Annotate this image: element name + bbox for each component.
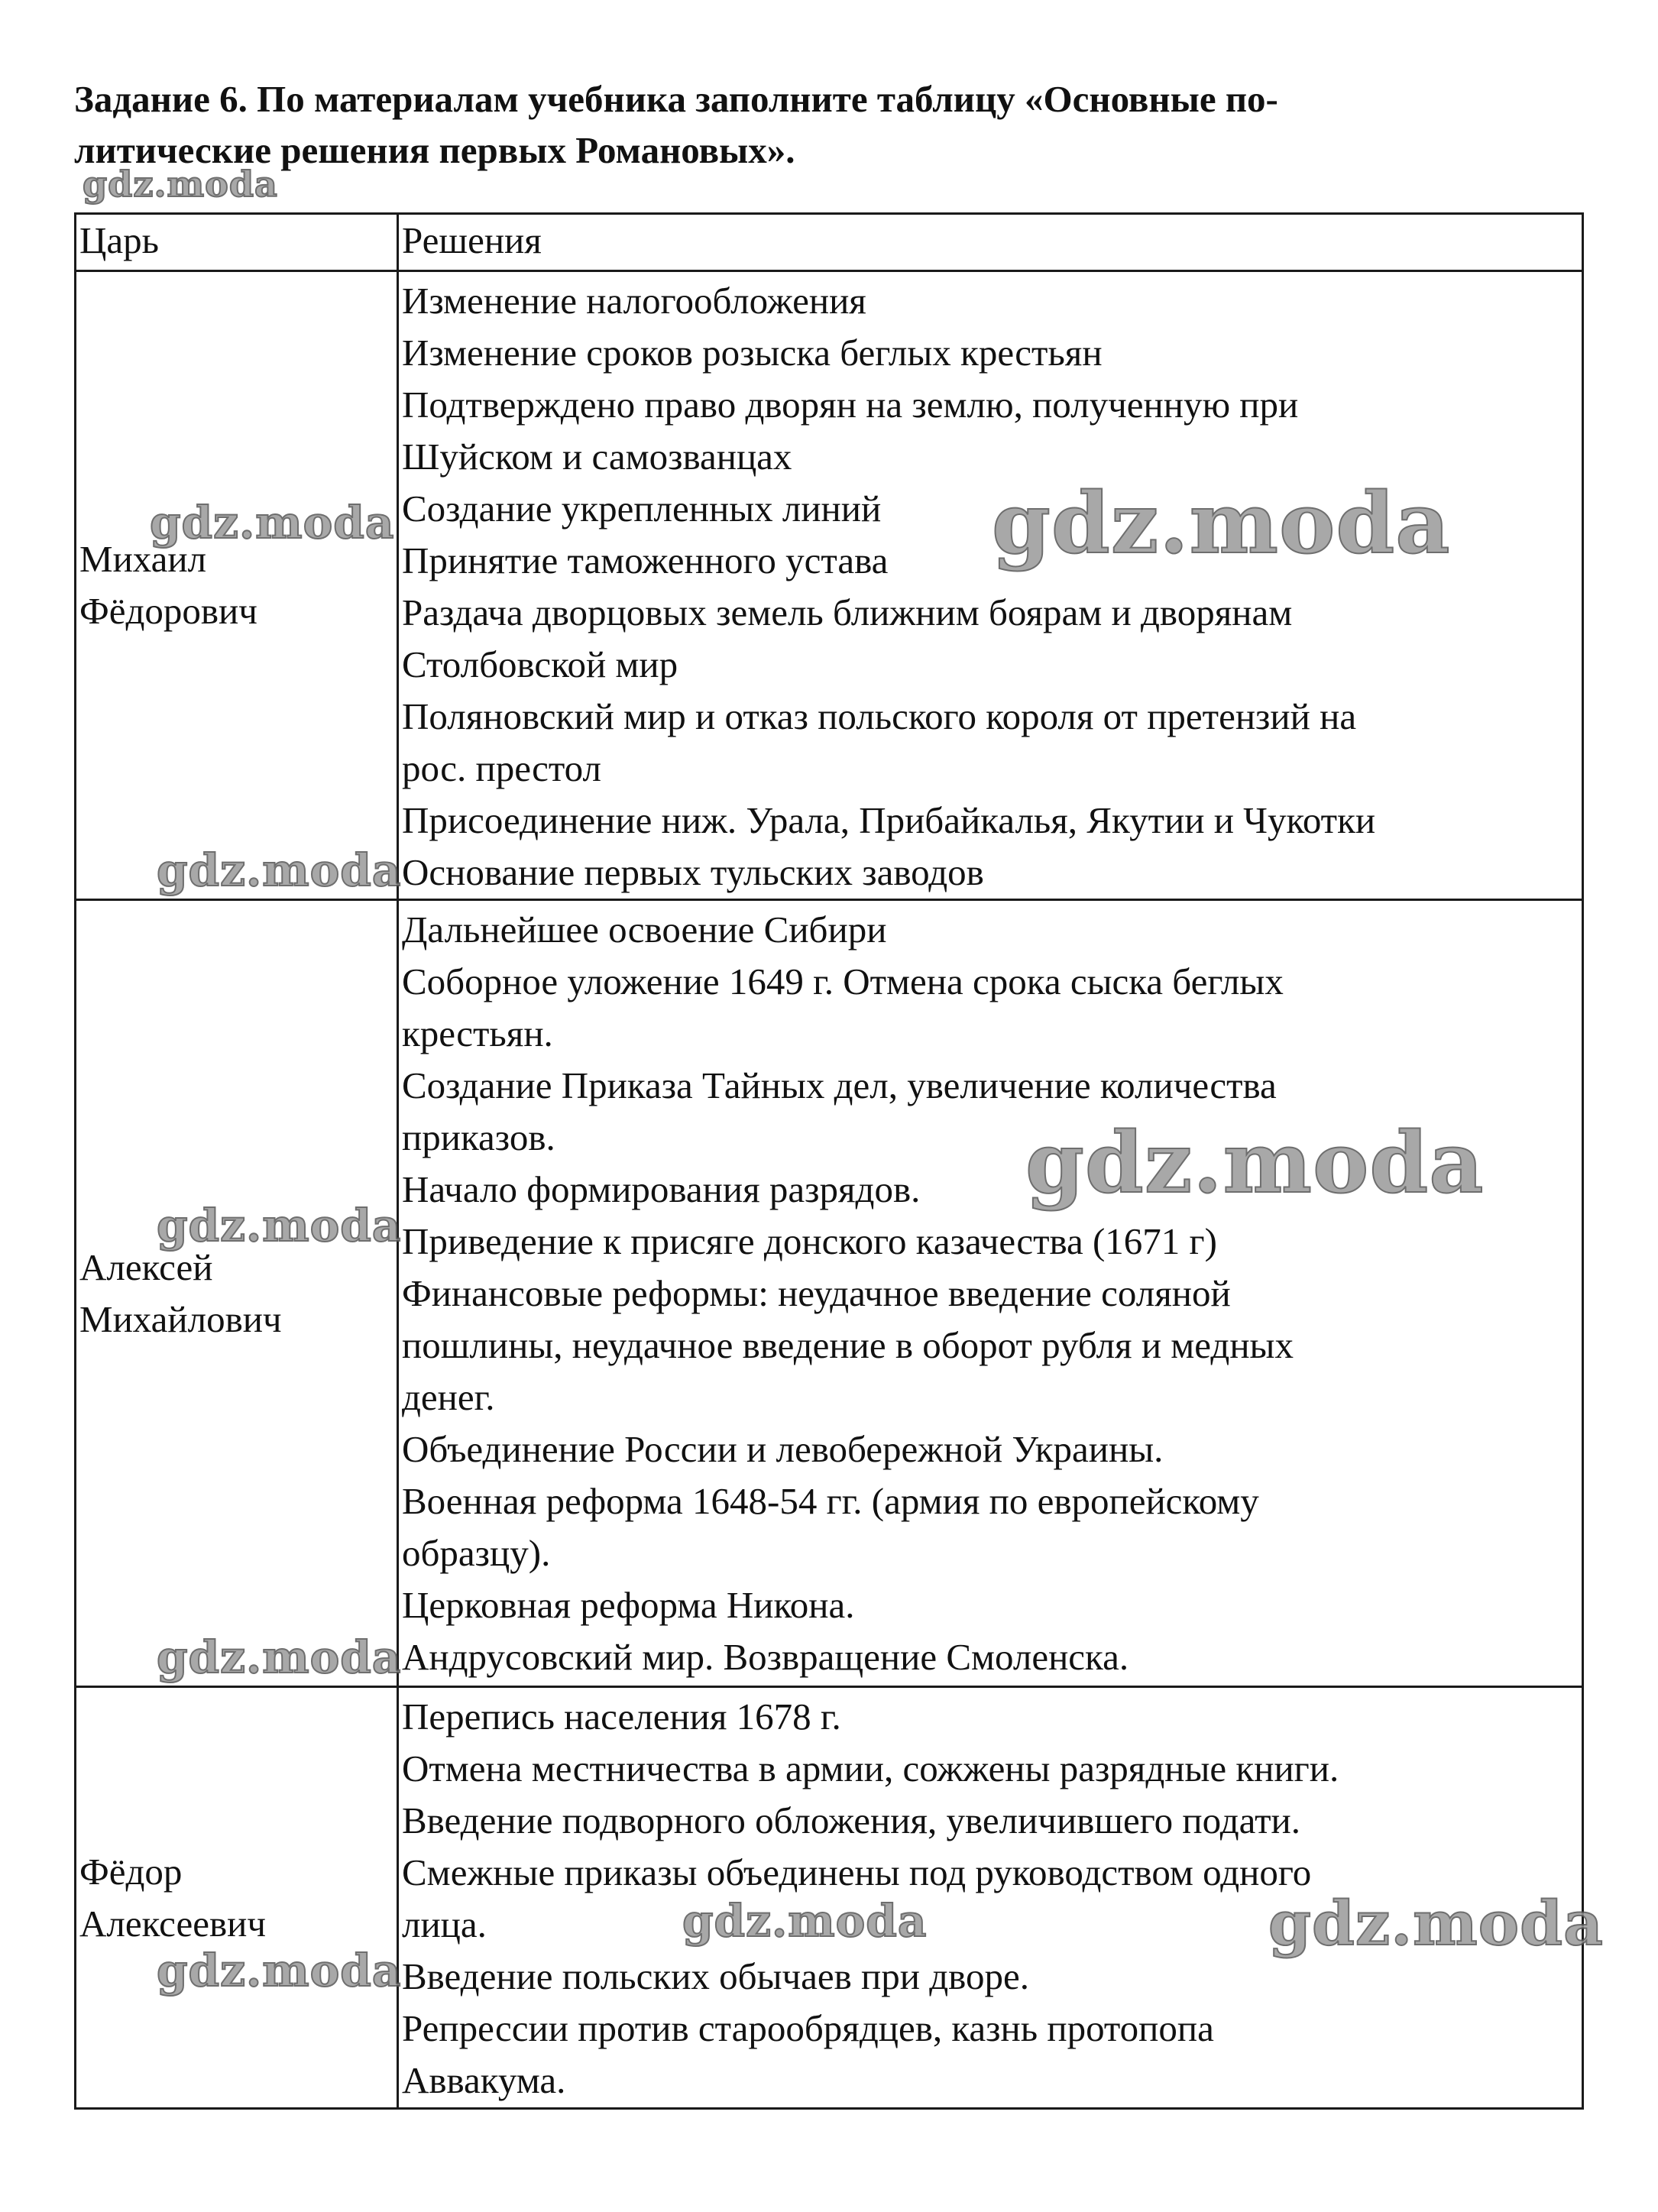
decision-line: Начало формирования разрядов. — [402, 1168, 921, 1210]
header-tsar: Царь — [76, 214, 398, 271]
header-decisions: Решения — [398, 214, 1583, 271]
tsar-name: Михаил Фёдорович — [79, 538, 257, 632]
decision-line: приказов. — [402, 1116, 555, 1158]
table-header-row — [76, 214, 1583, 271]
decision-line: Поляновский мир и отказ польского короля от претензий на — [402, 695, 1357, 737]
decision-line: Изменение сроков розыска беглых крестьян — [402, 332, 1103, 374]
decision-line: лица. — [402, 1903, 487, 1945]
watermark-logo: gdz.moda — [83, 164, 278, 205]
tsar-cell — [76, 900, 398, 1687]
watermark-logo: gdz.moda — [157, 1945, 402, 1997]
watermark-logo: gdz.moda — [1268, 1887, 1604, 1959]
tsar-name: Фёдор Алексеевич — [79, 1850, 267, 1945]
decision-line: Аввакума. — [402, 2059, 566, 2101]
table-row — [76, 900, 1583, 1687]
decision-line: крестьян. — [402, 1012, 553, 1054]
decision-line: Перепись населения 1678 г. — [402, 1695, 841, 1738]
decision-line: Шуйском и самозванцах — [402, 436, 792, 478]
decision-line: Дальнейшее освоение Сибири — [402, 908, 887, 951]
decision-line: Введение подворного обложения, увеличившего подати. — [402, 1799, 1301, 1841]
watermark-logo: gdz.moda — [150, 497, 395, 549]
decision-line: Смежные приказы объединены под руководством одного — [402, 1851, 1312, 1893]
watermark-logo: gdz.moda — [682, 1895, 928, 1947]
decision-line: Основание первых тульских заводов — [402, 851, 984, 893]
decision-line: образцу). — [402, 1532, 551, 1574]
task-heading — [74, 73, 1595, 176]
decision-line: денег. — [402, 1376, 495, 1418]
decision-line: Финансовые реформы: неудачное введение соляной — [402, 1272, 1231, 1314]
decision-line: Отмена местничества в армии, сожжены разрядные книги. — [402, 1747, 1339, 1789]
task-heading-text: Задание 6. По материалам учебника заполните таблицу «Основные по- литические решения первых Романовых». — [74, 78, 1278, 171]
decisions-cell — [398, 900, 1583, 1687]
decision-line: Раздача дворцовых земель ближним боярам и дворянам — [402, 591, 1293, 633]
decisions-cell — [398, 271, 1583, 900]
decision-line: Подтверждено право дворян на землю, полученную при — [402, 384, 1299, 426]
decision-line: рос. престол — [402, 747, 601, 789]
decision-line: Объединение России и левобережной Украины. — [402, 1428, 1164, 1470]
decision-line: Церковная реформа Никона. — [402, 1584, 855, 1626]
tsar-cell — [76, 1687, 398, 2109]
decision-line: Создание укрепленных линий — [402, 487, 882, 530]
decision-line: Введение польских обычаев при дворе. — [402, 1955, 1029, 1997]
decision-line: Соборное уложение 1649 г. Отмена срока сыска беглых — [402, 960, 1284, 1002]
decision-line: Военная реформа 1648-54 гг. (армия по европейскому — [402, 1480, 1259, 1522]
tsar-name: Алексей Михайлович — [79, 1245, 282, 1340]
decision-line: Репрессии против старообрядцев, казнь протопопа — [402, 2007, 1214, 2049]
decision-line: пошлины, неудачное введение в оборот рубля и медных — [402, 1324, 1294, 1366]
table-row — [76, 271, 1583, 900]
watermark-logo: gdz.moda — [1025, 1113, 1485, 1212]
decision-line: Присоединение ниж. Урала, Прибайкалья, Якутии и Чукотки — [402, 799, 1376, 841]
watermark-logo: gdz.moda — [157, 1200, 402, 1252]
decision-line: Столбовской мир — [402, 643, 678, 685]
decision-line: Изменение налогообложения — [402, 280, 866, 322]
decision-line: Приведение к присяге донского казачества (1671 г) — [402, 1220, 1217, 1262]
decision-line: Принятие таможенного устава — [402, 539, 889, 581]
watermark-logo: gdz.moda — [157, 1631, 402, 1683]
watermark-logo: gdz.moda — [157, 844, 402, 896]
watermark-logo: gdz.moda — [992, 474, 1451, 572]
decision-line: Андрусовский мир. Возвращение Смоленска. — [402, 1636, 1129, 1678]
tsar-cell — [76, 271, 398, 900]
decision-line: Создание Приказа Тайных дел, увеличение количества — [402, 1064, 1277, 1106]
